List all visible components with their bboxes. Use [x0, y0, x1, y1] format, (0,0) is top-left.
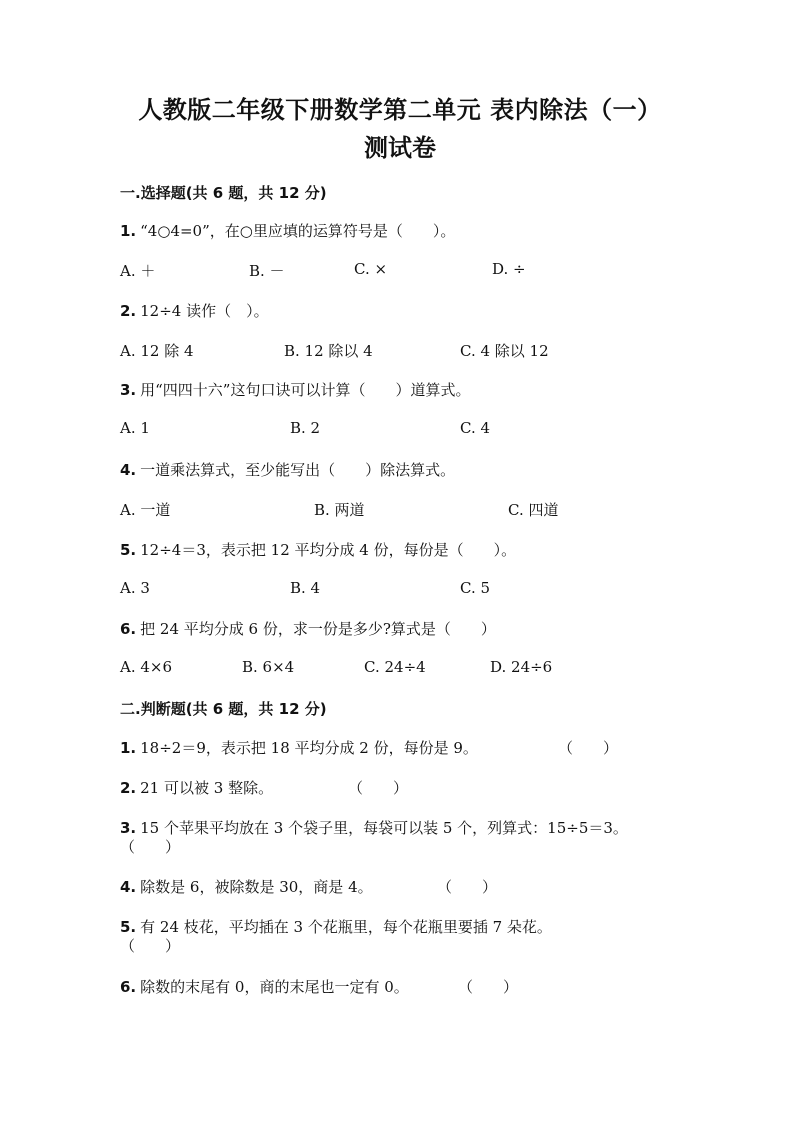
page-title: 人教版二年级下册数学第二单元 表内除法（一）	[138, 96, 662, 124]
choice-question	[120, 220, 455, 241]
choice-question	[120, 379, 470, 400]
question-number: 5.	[120, 541, 137, 559]
option-b[interactable]: B. 两道	[314, 501, 365, 519]
judgement-question	[120, 817, 628, 838]
page-subtitle: 测试卷	[364, 134, 436, 162]
question-text: 用“四四十六”这句口诀可以计算（ ）道算式。	[140, 381, 471, 399]
choice-question	[120, 539, 516, 560]
option-b[interactable]: B. 2	[290, 419, 321, 437]
answer-blank[interactable]: （ ）	[458, 978, 519, 996]
judgement-question	[120, 777, 273, 798]
option-d[interactable]: D. ÷	[492, 260, 526, 278]
option-c[interactable]: C. 四道	[508, 501, 559, 519]
question-text: 把 24 平均分成 6 份，求一份是多少?算式是（ ）	[140, 620, 496, 638]
answer-blank[interactable]: （ ）	[120, 937, 181, 955]
question-number: 5.	[120, 918, 137, 936]
question-text: 除数是 6，被除数是 30，商是 4。	[140, 878, 373, 896]
option-a[interactable]: A. 1	[120, 419, 150, 437]
question-text: 12÷4 读作（ ）。	[140, 302, 269, 320]
option-a[interactable]: A. ＋	[120, 262, 156, 280]
question-number: 2.	[120, 302, 137, 320]
option-b[interactable]: B. －	[249, 262, 285, 280]
option-c[interactable]: C. 4	[460, 419, 491, 437]
section-heading-choice: 一.选择题(共 6 题，共 12 分)	[120, 184, 327, 202]
option-c[interactable]: C. 24÷4	[364, 658, 426, 676]
question-text: 15 个苹果平均放在 3 个袋子里，每袋可以装 5 个，列算式：15÷5＝3。	[140, 819, 628, 837]
judgement-question	[120, 976, 409, 997]
choice-question	[120, 300, 269, 321]
option-c[interactable]: C. 4 除以 12	[460, 342, 549, 360]
answer-blank[interactable]: （ ）	[120, 838, 181, 856]
choice-question	[120, 459, 455, 480]
question-text: 一道乘法算式，至少能写出（ ）除法算式。	[140, 461, 456, 479]
answer-blank[interactable]: （ ）	[437, 878, 498, 896]
judgement-question	[120, 916, 552, 937]
question-text: 18÷2＝9，表示把 18 平均分成 2 份，每份是 9。	[140, 739, 478, 757]
question-number: 2.	[120, 779, 137, 797]
question-number: 4.	[120, 461, 137, 479]
option-a[interactable]: A. 3	[120, 579, 150, 597]
answer-blank[interactable]: （ ）	[558, 739, 619, 757]
option-b[interactable]: B. 6×4	[242, 658, 295, 676]
question-number: 6.	[120, 978, 137, 996]
question-text: 有 24 枝花，平均插在 3 个花瓶里，每个花瓶里要插 7 朵花。	[140, 918, 552, 936]
option-b[interactable]: B. 12 除以 4	[284, 342, 373, 360]
question-number: 4.	[120, 878, 137, 896]
question-number: 3.	[120, 819, 137, 837]
judgement-question	[120, 876, 373, 897]
question-text: 除数的末尾有 0，商的末尾也一定有 0。	[140, 978, 409, 996]
option-a[interactable]: A. 12 除 4	[120, 342, 194, 360]
option-d[interactable]: D. 24÷6	[490, 658, 553, 676]
option-c[interactable]: C. ×	[354, 260, 388, 278]
choice-question	[120, 618, 496, 639]
question-text: 21 可以被 3 整除。	[140, 779, 274, 797]
option-a[interactable]: A. 一道	[120, 501, 171, 519]
option-b[interactable]: B. 4	[290, 579, 321, 597]
option-c[interactable]: C. 5	[460, 579, 491, 597]
question-number: 3.	[120, 381, 137, 399]
question-number: 6.	[120, 620, 137, 638]
section-heading-judgement: 二.判断题(共 6 题，共 12 分)	[120, 700, 327, 718]
question-text: 12÷4＝3，表示把 12 平均分成 4 份，每份是（ ）。	[140, 541, 517, 559]
question-number: 1.	[120, 222, 137, 240]
question-text: “4○4=0”，在○里应填的运算符号是（ ）。	[140, 222, 456, 240]
answer-blank[interactable]: （ ）	[348, 779, 409, 797]
judgement-question	[120, 737, 478, 758]
option-a[interactable]: A. 4×6	[120, 658, 173, 676]
question-number: 1.	[120, 739, 137, 757]
